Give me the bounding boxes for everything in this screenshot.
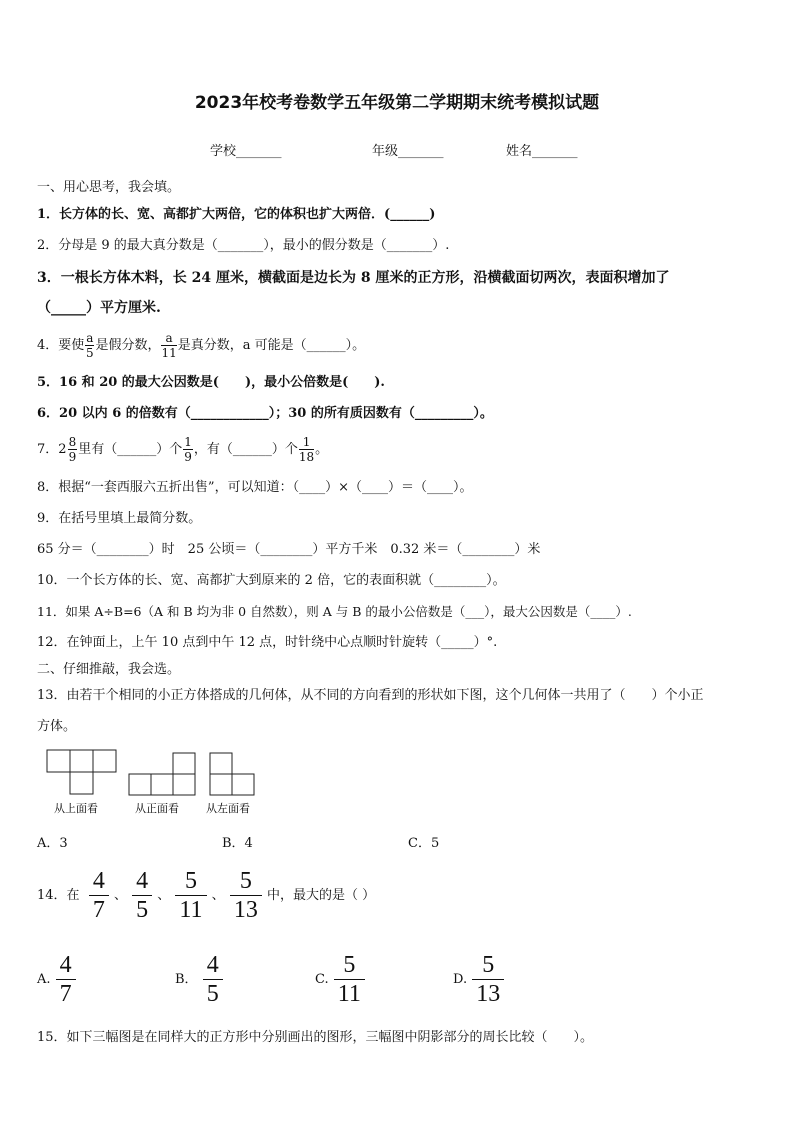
fraction-numerator: 1 [184,435,192,449]
fraction-denominator: 18 [298,450,315,464]
q4-mid1: 是假分数， [95,338,161,353]
fraction-5-over-11 [334,951,365,1008]
question-3-line1: 3．一根长方体木料，长 24 厘米，横截面是边长为 8 厘米的正方形，沿横截面切两次，表面积增加了 [37,270,670,286]
fraction-numerator: 5 [230,867,262,896]
q14-sep: 、 [157,888,171,903]
fraction-4-over-5 [203,951,223,1008]
school-field[interactable]: 学校_______ [210,144,282,159]
q7-suffix: 。 [315,442,329,457]
top-view-grid [47,750,116,794]
views-drawing [44,748,274,818]
q13-option-a[interactable]: A．3 [37,836,68,851]
front-view-grid [129,753,195,795]
question-8: 8．根据“一套西服六五折出售”，可以知道：（____）×（____）＝（____）。 [37,480,473,495]
option-label: C. [315,972,329,987]
q13-option-b[interactable]: B．4 [222,836,253,851]
q4-prefix: 4．要使 [37,338,85,353]
fraction-1-over-9 [183,436,193,463]
fraction-4-over-7 [89,867,109,924]
question-7 [37,436,328,463]
fraction-denominator: 7 [92,897,105,923]
q14-sep: 、 [211,888,225,903]
caption-top-view: 从上面看 [54,802,98,815]
question-14 [37,866,375,926]
fraction-numerator: 4 [89,867,109,896]
q7-whole: 2 [58,442,67,457]
fraction-denominator: 13 [476,981,501,1007]
q14-option-d[interactable] [453,950,505,1010]
fraction-4-over-5 [132,867,152,924]
fraction-denominator: 5 [136,897,149,923]
fraction-a-over-5 [85,332,94,359]
caption-left-view: 从左面看 [206,802,250,815]
question-9-subitems: 65 分＝（________）时 25 公顷＝（________）平方千米 0.32 米＝（________）米 [37,542,541,557]
question-10: 10．一个长方体的长、宽、高都扩大到原来的 2 倍，它的表面积就（________）。 [37,573,506,588]
fraction-denominator: 11 [161,346,177,360]
fraction-4-over-7 [56,951,76,1008]
q7-prefix: 7． [37,442,59,457]
q14-option-a[interactable] [37,950,77,1010]
question-13-line2: 方体。 [37,719,77,734]
q14-option-b[interactable] [175,950,224,1010]
option-label: A. [37,972,51,987]
fraction-denominator: 9 [68,450,77,464]
fraction-numerator: 5 [175,867,206,896]
question-3-line2: （_____）平方厘米. [37,300,161,316]
q7-mid2: ，有（______）个 [193,442,298,457]
grade-field[interactable]: 年级_______ [372,144,444,159]
three-views-figure [44,748,274,818]
caption-front-view: 从正面看 [135,802,179,815]
fraction-numerator: 4 [132,867,152,896]
fraction-a-over-11 [161,332,176,359]
name-field[interactable]: 姓名_______ [506,144,578,159]
section-heading-1: 一、用心思考，我会填。 [37,180,181,195]
q7-mid1: 里有（______）个 [78,442,183,457]
fraction-denominator: 7 [59,981,72,1007]
question-12: 12．在钟面上，上午 10 点到中午 12 点，时针绕中心点顺时针旋转（_____）°. [37,635,498,650]
fraction-numerator: 8 [68,435,77,449]
q14-sep: 、 [113,888,127,903]
fraction-5-over-13 [230,867,262,924]
fraction-denominator: 11 [337,981,361,1007]
question-13-line1: 13．由若干个相同的小正方体搭成的几何体，从不同的方向看到的形状如下图，这个几何体一共用了（ ）个小正 [37,688,704,703]
question-11: 11．如果 A÷B=6（A 和 B 均为非 0 自然数），则 A 与 B 的最小公倍数是（___），最大公因数是（____）. [37,604,632,619]
question-6: 6．20 以内 6 的倍数有（____________）；30 的所有质因数有（_________）。 [37,406,493,421]
fraction-numerator: 4 [56,951,76,980]
q14-suffix: 中，最大的是（ ） [266,888,376,903]
option-label: D. [453,972,468,987]
fraction-5-over-13 [472,951,504,1008]
q4-mid2: 是真分数，a 可能是（______）。 [177,338,366,353]
fraction-numerator: 5 [472,951,504,980]
question-15: 15．如下三幅图是在同样大的正方形中分别画出的图形，三幅图中阴影部分的周长比较（ ）。 [37,1030,594,1045]
fraction-8-over-9 [68,436,78,463]
fraction-denominator: 5 [86,346,94,360]
fraction-numerator: a [161,332,176,346]
option-label: B． [175,972,198,987]
q14-option-c[interactable] [315,950,366,1010]
section-heading-2: 二、仔细推敲，我会选。 [37,662,181,677]
fraction-denominator: 11 [179,897,203,923]
left-view-grid [210,753,254,795]
fraction-numerator: 1 [299,436,314,450]
q13-option-c[interactable]: C．5 [408,836,440,851]
fraction-5-over-11 [175,867,206,924]
fraction-denominator: 13 [233,897,258,923]
page-title: 2023年校考卷数学五年级第二学期期末统考模拟试题 [194,93,600,113]
question-5: 5．16 和 20 的最大公因数是( )，最小公倍数是( ). [37,375,385,390]
question-2: 2．分母是 9 的最大真分数是（_______），最小的假分数是（_______）. [37,238,450,253]
question-1: 1．长方体的长、宽、高都扩大两倍，它的体积也扩大两倍．(______) [37,207,436,222]
fraction-numerator: a [86,331,94,345]
question-9: 9．在括号里填上最简分数。 [37,511,202,526]
fraction-denominator: 9 [184,450,192,464]
q14-prefix: 14．在 [37,888,80,903]
fraction-denominator: 5 [206,981,219,1007]
fraction-numerator: 4 [203,951,223,980]
question-4 [37,332,365,359]
fraction-1-over-18 [299,436,314,463]
fraction-numerator: 5 [334,951,365,980]
